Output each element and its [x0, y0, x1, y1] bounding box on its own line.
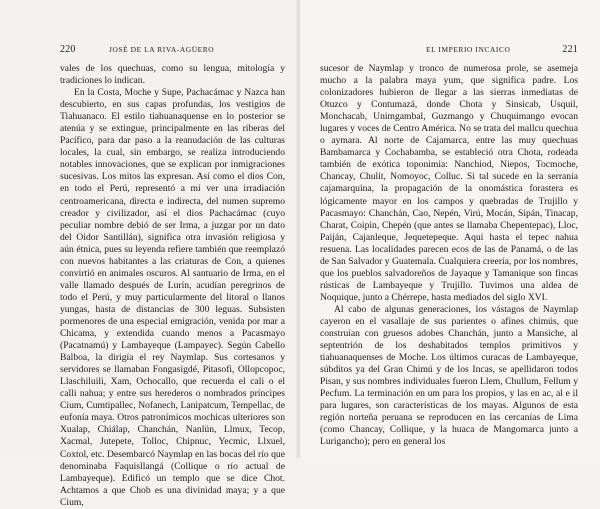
left-paragraph-1: vales de los quechuas, como su lengua, mitología y tradiciones lo indican.	[60, 63, 285, 87]
right-running-head: EL IMPERIO INCAICO	[426, 45, 511, 54]
left-page-body	[60, 63, 285, 509]
right-page-body	[320, 63, 578, 449]
left-page-number: 220	[60, 44, 76, 55]
left-paragraph-2: En la Costa, Moche y Supe, Pachacámac y Nazca han descubierto, en sus capas profundas, los vestigios de Tiahuanaco. El estilo tiahuanaquense en lo posterior se atenúa y se extingue, principalmente en las riberas del Pacífico, para dar paso a la reanudación de las culturas locales, la cual, sin embargo, se realiza introduciendo notables innovaciones, que se explican por inmigraciones sucesivas. Los mitos las expresan. Así como el dios Con, en todo el Perú, representó a mi ver una irradiación centroamericana, directa e indirecta, del numen supremo creador y civilizador, así el dios Pachacámac (cuyo peculiar nombre debió de ser Irma, a juzgar por un dato del Oidor Santillán), significa otra invasión religiosa y aún étnica, pues su leyenda refiere también que reemplazó con nuevos habitantes a las criaturas de Con, a quienes convirtió en animales oscuros. Al santuario de Irma, en el valle llamado después de Lurín, acudían peregrinos de todo el Perú, y muy particularmente del litoral o llanos yungas, hasta de distancias de 300 leguas. Subsisten pormenores de una especial emigración, venida por mar a Chicama, y extendida cuando menos a Pacasmayo (Pacatnamú) y Lambayeque (Lampayec). Según Cabello Balboa, la dirigía el rey Naymlap. Sus cortesanos y servidores se llamaban Fongasigdé, Pitasofi, Ollopcopoc, Llaschiluili, Xam, Ochocallo, que recuerda el cali o el calli nahua; y entre sus herederos o nombrados príncipes Cium, Cumtipallec, Nofanech, Lanipatcum, Tempellac, de eufonía maya. Otros patronímicos mochicas ulteriores son Xualap, Chiálap, Chanchán, Nanlün, Llmux, Tecop, Xacmal, Jutepete, Tolloc, Chipnuc, Yecmic, Llxuel, Coxtol, etc. Desembarcó Naymlap en las bocas del río que denominaba Faquisllangá (Collique o río actual de Lambayeque). Edificó un templo que se dice Chot. Achtamos a que Chob es una divinidad maya; y a que Cium,	[60, 87, 285, 508]
right-page-number: 221	[562, 44, 578, 55]
left-page	[0, 0, 300, 508]
left-running-head: JOSÉ DE LA RIVA-AGÜERO	[109, 45, 215, 54]
right-paragraph-1: sucesor de Naymlap y tronco de numerosa prole, se asemeja mucho a la palabra maya yum, que significa padre. Los colonizadores hubieron de llegar a las sierras inmediatas de Otuzco y Contumazá, donde Chota y Sinsicab, Usquil, Monchacab, Unimgambal, Guzmango y Chuquimango evocan lugares y voces de Centro América. No se trata del mallcu quechua o aymara. Al norte de Cajamarca, entre las muy quechuas Bambamarca y Cochabamba, se estableció otra Chota, rodeada también de exótica toponimia: Nanchiod, Niepos, Tocmoche, Chancay, Chulit, Nomoyoc, Colluc. Si tal sucede en la serranía cajamarquina, la propagación de la onomástica forastera es lógicamente mayor en los campos y quebradas de Trujillo y Pacasmayo: Chanchán, Cao, Nepén, Virú, Mocán, Sipán, Tinacap, Charat, Coipin, Chepén (que antes se llamaba Chepentepac), Lloc, Paiján, Cajanleque, Jequetepeque. Aquí hasta el tepec nahua resuena. Las localidades parecen ecos de las de Panamá, o de las de San Salvador y Guatemala. Cualquiera creería, por los nombres, que los pueblos salvadoreños de Jayaque y Tamanique son fincas rústicas de Lambayeque y Trujillo. Tuvimos una aldea de Noquique, junto a Chérrepe, hasta mediados del siglo XVI.	[320, 63, 578, 303]
right-page	[300, 0, 600, 458]
right-paragraph-2: Al cabo de algunas generaciones, los vástagos de Naymlap cayeron en el vasallaje de sus parientes o afines chimús, que construían con gruesos adobes Chanchán, junto a Mansiche, al septentrión de los deshabitados templos primitivos y tiahuanaquenses de Moche. Los últimos curacas de Lambayeque, súbditos ya del Gran Chimú y de los Incas, se apellidaron todos Pisan, y sus nombres individuales fueron Llem, Chullum, Fellum y Pecfum. La terminación en um para los propios, y las en ac, al e il para lugares, son características de los mayas. Algunos de esta región norteña peruana se reproducen en las cercanías de Lima (como Chancay, Collique, y la huaca de Mangomarca junto a Lurigancho); pero en general los	[320, 303, 578, 448]
